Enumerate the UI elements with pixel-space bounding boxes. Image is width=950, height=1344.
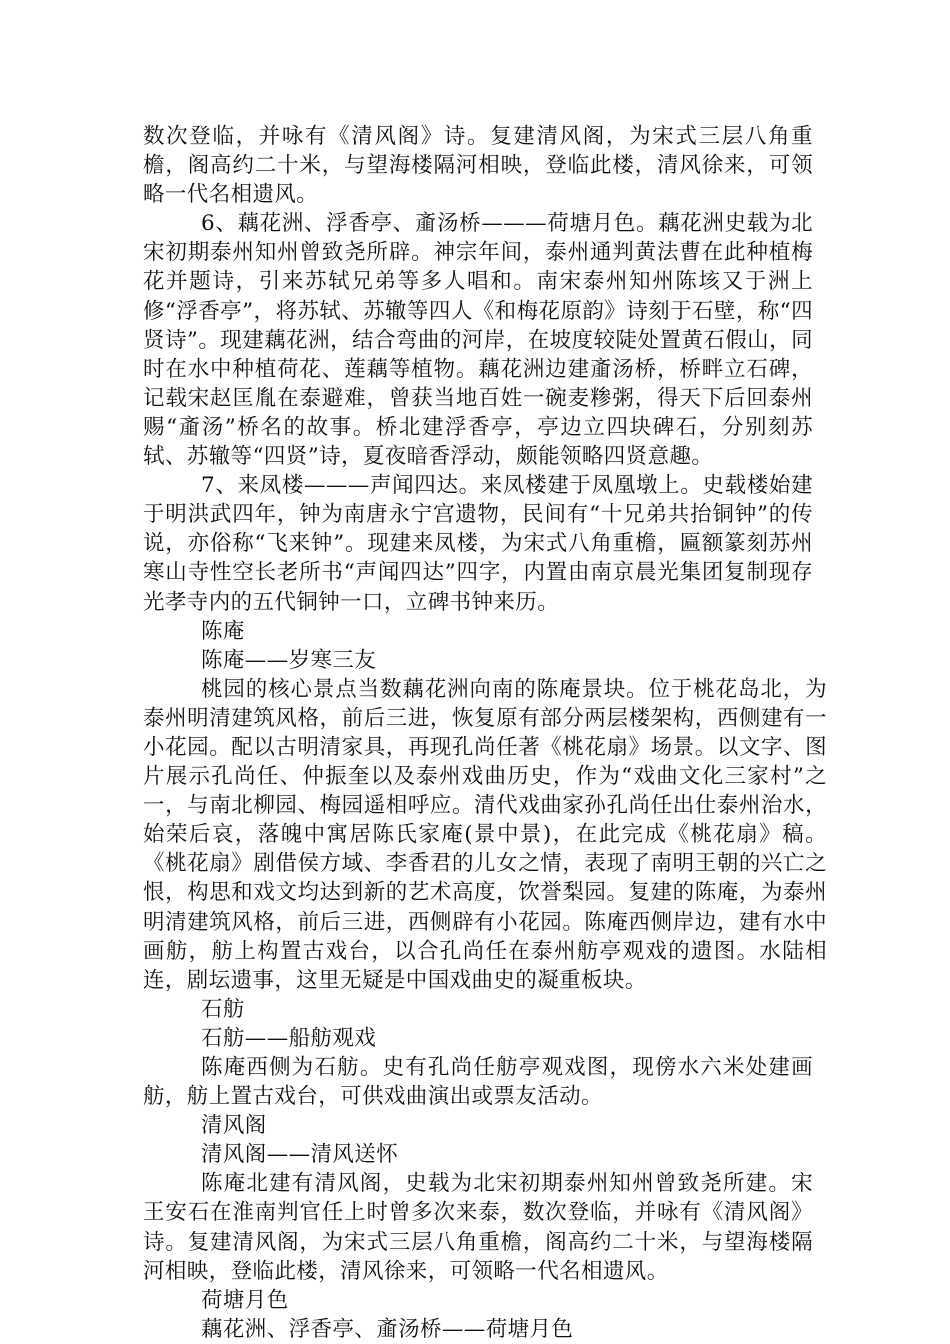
- subheading-qingfengge: 清风阁——清风送怀: [201, 1142, 399, 1168]
- heading-shifang: 石舫: [201, 996, 245, 1022]
- paragraph-qingfengge-continued: 数次登临，并咏有《清风阁》诗。复建清风阁，为宋式三层八角重檐，阁高约二十米，与望海楼隔河相映，登临此楼，清风徐来，可领略一代名相遗风。: [143, 124, 813, 208]
- paragraph-ouhuazhou: 6、藕花洲、浮香亭、齑汤桥———荷塘月色。藕花洲史载为北宋初期泰州知州曾致尧所辟。神宗年间，泰州通判黄法曹在此种植梅花并题诗，引来苏轼兄弟等多人唱和。南宋泰州知州陈垓又于洲上修“浮香亭”，将苏轼、苏辙等四人《和梅花原韵》诗刻于石壁，称“四贤诗”。现建藕花洲，结合弯曲的河岸，在坡度较陡处置黄石假山，同时在水中种植荷花、莲藕等植物。藕花洲边建齑汤桥，桥畔立石碑，记载宋赵匡胤在泰避难，曾获当地百姓一碗麦糁粥，得天下后回泰州赐“齑汤”桥名的故事。桥北建浮香亭，亭边立四块碑石，分别刻苏轼、苏辙等“四贤”诗，夏夜暗香浮动，颇能领略四贤意趣。: [143, 211, 813, 470]
- paragraph-qingfengge: 陈庵北建有清风阁，史载为北宋初期泰州知州曾致尧所建。宋王安石在淮南判官任上时曾多次来泰，数次登临，并咏有《清风阁》诗。复建清风阁，为宋式三层八角重檐，阁高约二十米，与望海楼隔河相映，登临此楼，清风徐来，可领略一代名相遗风。: [143, 1171, 813, 1284]
- subheading-chenan: 陈庵——岁寒三友: [201, 647, 377, 673]
- document-page: [143, 122, 827, 1344]
- subheading-hetangyuese: 藕花洲、浮香亭、齑汤桥——荷塘月色: [201, 1316, 574, 1342]
- subheading-shifang: 石舫——船舫观戏: [201, 1025, 377, 1051]
- paragraph-chenan: 桃园的核心景点当数藕花洲向南的陈庵景块。位于桃花岛北，为泰州明清建筑风格，前后三进，恢复原有部分两层楼架构，西侧建有一小花园。配以古明清家具，再现孔尚任著《桃花扇》场景。以文字、图片展示孔尚任、仲振奎以及泰州戏曲历史，作为“戏曲文化三家村”之一，与南北柳园、梅园遥相呼应。清代戏曲家孙孔尚任出仕泰州治水，始荣后哀，落魄中寓居陈氏家庵(景中景)，在此完成《桃花扇》稿。《桃花扇》剧借侯方域、李香君的儿女之情，表现了南明王朝的兴亡之恨，构思和戏文均达到新的艺术高度，饮誉梨园。复建的陈庵，为泰州明清建筑风格，前后三进，西侧辟有小花园。陈庵西侧岸边，建有水中画舫，舫上构置古戏台，以合孔尚任在泰州舫亭观戏的遗图。水陆相连，剧坛遗事，这里无疑是中国戏曲史的凝重板块。: [143, 676, 827, 993]
- heading-chenan: 陈庵: [201, 618, 245, 644]
- paragraph-shifang: 陈庵西侧为石舫。史有孔尚任舫亭观戏图，现傍水六米处建画舫，舫上置古戏台，可供戏曲演出或票友活动。: [143, 1055, 813, 1110]
- heading-hetangyuese: 荷塘月色: [201, 1287, 289, 1313]
- paragraph-laifenglou: 7、来凤楼———声闻四达。来凤楼建于凤凰墩上。史载楼始建于明洪武四年，钟为南唐永宁宫遗物，民间有“十兄弟共抬铜钟”的传说，亦俗称“飞来钟”。现建来凤楼，为宋式八角重檐，匾额篆刻苏州寒山寺性空长老所书“声闻四达”四字，内置由南京晨光集团复制现存光孝寺内的五代铜钟一口，立碑书钟来历。: [143, 473, 813, 615]
- heading-qingfengge: 清风阁: [201, 1113, 267, 1139]
